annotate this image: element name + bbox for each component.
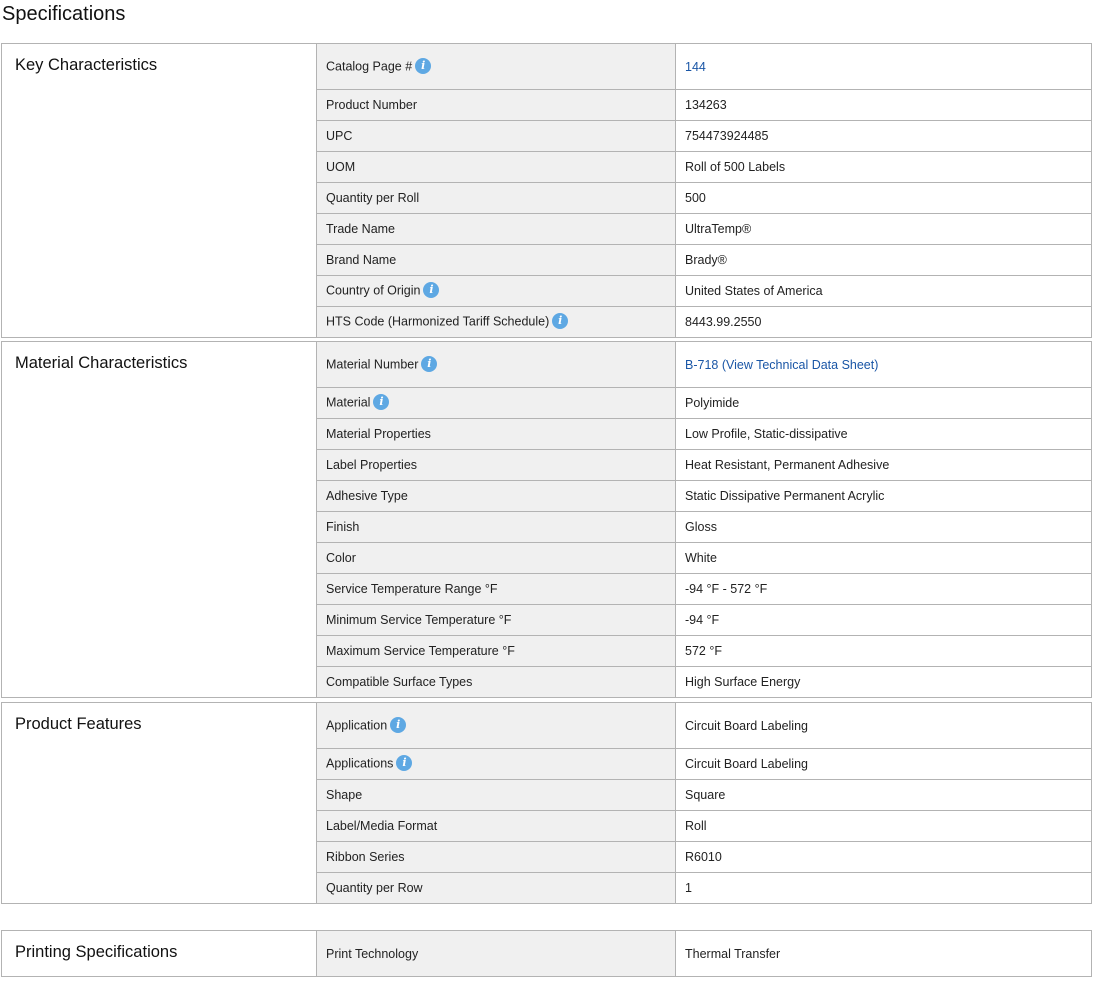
spec-label: Ribbon Series bbox=[326, 850, 405, 864]
info-icon[interactable]: i bbox=[423, 282, 439, 298]
spec-value: 1 bbox=[685, 881, 692, 895]
spec-label-cell bbox=[317, 307, 676, 338]
section-title: Product Features bbox=[2, 703, 317, 904]
section-title: Material Characteristics bbox=[2, 342, 317, 698]
spec-value-cell bbox=[676, 931, 1092, 977]
spec-value: Gloss bbox=[685, 520, 717, 534]
info-icon[interactable]: i bbox=[552, 313, 568, 329]
spec-value-cell bbox=[676, 276, 1092, 307]
spec-label: Brand Name bbox=[326, 253, 397, 267]
spec-value: Circuit Board Labeling bbox=[685, 757, 808, 771]
spec-label-cell bbox=[317, 90, 676, 121]
spec-table-printing-specifications bbox=[1, 930, 1092, 977]
spec-value: Low Profile, Static-dissipative bbox=[685, 427, 848, 441]
spec-label-cell bbox=[317, 419, 676, 450]
spec-value-cell bbox=[676, 842, 1092, 873]
spec-value-cell bbox=[676, 636, 1092, 667]
spec-label: Shape bbox=[326, 788, 363, 802]
spec-value: 8443.99.2550 bbox=[685, 315, 762, 329]
spec-value-link[interactable]: 144 bbox=[685, 59, 706, 74]
spec-label: Material Number bbox=[326, 356, 419, 371]
spec-value: Circuit Board Labeling bbox=[685, 718, 808, 733]
info-icon[interactable]: i bbox=[421, 356, 437, 372]
spec-value-cell bbox=[676, 388, 1092, 419]
section-title: Key Characteristics bbox=[2, 44, 317, 338]
info-icon[interactable]: i bbox=[390, 717, 406, 733]
spec-value-cell bbox=[676, 342, 1092, 388]
spec-label: Trade Name bbox=[326, 222, 396, 236]
spec-value: Static Dissipative Permanent Acrylic bbox=[685, 489, 885, 503]
spec-label: Country of Origin bbox=[326, 283, 421, 298]
spec-label: UOM bbox=[326, 160, 356, 174]
spec-value: 572 °F bbox=[685, 644, 722, 658]
spec-value: Square bbox=[685, 788, 726, 802]
spec-value: -94 °F - 572 °F bbox=[685, 582, 768, 596]
spec-label-cell bbox=[317, 512, 676, 543]
spec-value-cell bbox=[676, 749, 1092, 780]
spec-value: Roll bbox=[685, 819, 707, 833]
spec-label: Minimum Service Temperature °F bbox=[326, 613, 512, 627]
spec-label-cell bbox=[317, 703, 676, 749]
spec-label-cell bbox=[317, 636, 676, 667]
spec-table-product-features bbox=[1, 702, 1092, 904]
spec-value-cell bbox=[676, 152, 1092, 183]
spec-value-cell bbox=[676, 512, 1092, 543]
spec-value-link[interactable]: B-718 (View Technical Data Sheet) bbox=[685, 357, 879, 372]
spec-value-cell bbox=[676, 873, 1092, 904]
spec-label: Catalog Page # bbox=[326, 58, 413, 73]
spec-label-cell bbox=[317, 245, 676, 276]
spec-label: Finish bbox=[326, 520, 360, 534]
spec-label: HTS Code (Harmonized Tariff Schedule) bbox=[326, 314, 550, 329]
spec-row bbox=[2, 931, 1092, 977]
spec-value-cell bbox=[676, 605, 1092, 636]
spec-label: Quantity per Roll bbox=[326, 191, 420, 205]
spec-value-cell bbox=[676, 667, 1092, 698]
spec-label: Color bbox=[326, 551, 356, 565]
spec-label-cell bbox=[317, 543, 676, 574]
spec-value: 500 bbox=[685, 191, 706, 205]
spec-row bbox=[2, 44, 1092, 90]
spec-label-cell bbox=[317, 749, 676, 780]
spec-label: Adhesive Type bbox=[326, 489, 408, 503]
spec-value: 754473924485 bbox=[685, 129, 769, 143]
spec-label: Label Properties bbox=[326, 458, 418, 472]
spec-value-cell bbox=[676, 543, 1092, 574]
spec-value-cell bbox=[676, 90, 1092, 121]
spec-value: Brady® bbox=[685, 253, 727, 267]
spec-value-cell bbox=[676, 121, 1092, 152]
spec-label-cell bbox=[317, 152, 676, 183]
spec-label: Application bbox=[326, 717, 388, 732]
info-icon[interactable]: i bbox=[415, 58, 431, 74]
spec-value: Roll of 500 Labels bbox=[685, 160, 786, 174]
spec-value-cell bbox=[676, 245, 1092, 276]
spec-label-cell bbox=[317, 276, 676, 307]
spec-label-cell bbox=[317, 450, 676, 481]
spec-label: Service Temperature Range °F bbox=[326, 582, 498, 596]
spec-label-cell bbox=[317, 931, 676, 977]
spec-row bbox=[2, 342, 1092, 388]
spec-label-cell bbox=[317, 873, 676, 904]
spec-value-cell bbox=[676, 780, 1092, 811]
spec-label-cell bbox=[317, 574, 676, 605]
spec-value-cell bbox=[676, 419, 1092, 450]
spec-value-cell bbox=[676, 450, 1092, 481]
info-icon[interactable]: i bbox=[396, 755, 412, 771]
spec-value: R6010 bbox=[685, 850, 722, 864]
spec-value-cell bbox=[676, 214, 1092, 245]
spec-label: UPC bbox=[326, 129, 353, 143]
spec-value-cell bbox=[676, 703, 1092, 749]
spec-label: Compatible Surface Types bbox=[326, 675, 473, 689]
spec-value: Heat Resistant, Permanent Adhesive bbox=[685, 458, 890, 472]
spec-table-key-characteristics bbox=[1, 43, 1092, 338]
spec-label: Product Number bbox=[326, 98, 418, 112]
spec-label: Print Technology bbox=[326, 946, 419, 961]
spec-label-cell bbox=[317, 121, 676, 152]
page-title: Specifications bbox=[2, 3, 126, 25]
spec-row bbox=[2, 703, 1092, 749]
spec-label-cell bbox=[317, 842, 676, 873]
spec-label-cell bbox=[317, 44, 676, 90]
spec-value: Polyimide bbox=[685, 396, 740, 410]
spec-label: Applications bbox=[326, 756, 394, 771]
spec-label: Maximum Service Temperature °F bbox=[326, 644, 515, 658]
spec-table-material-characteristics bbox=[1, 341, 1092, 698]
spec-label: Material bbox=[326, 395, 371, 410]
spec-value-cell bbox=[676, 481, 1092, 512]
spec-value: Thermal Transfer bbox=[685, 946, 781, 961]
spec-label-cell bbox=[317, 667, 676, 698]
spec-label-cell bbox=[317, 605, 676, 636]
spec-label-cell bbox=[317, 780, 676, 811]
spec-label-cell bbox=[317, 214, 676, 245]
spec-value: 134263 bbox=[685, 98, 727, 112]
spec-value-cell bbox=[676, 811, 1092, 842]
spec-value-cell bbox=[676, 44, 1092, 90]
spec-label-cell bbox=[317, 388, 676, 419]
section-title: Printing Specifications bbox=[2, 931, 317, 977]
spec-label-cell bbox=[317, 342, 676, 388]
spec-value: -94 °F bbox=[685, 613, 720, 627]
spec-value-cell bbox=[676, 574, 1092, 605]
spec-label: Quantity per Row bbox=[326, 881, 423, 895]
spec-value-cell bbox=[676, 183, 1092, 214]
spec-label: Material Properties bbox=[326, 427, 431, 441]
info-icon[interactable]: i bbox=[373, 394, 389, 410]
spec-value: High Surface Energy bbox=[685, 675, 801, 689]
spec-label: Label/Media Format bbox=[326, 819, 438, 833]
spec-value: United States of America bbox=[685, 284, 823, 298]
spec-value-cell bbox=[676, 307, 1092, 338]
spec-label-cell bbox=[317, 183, 676, 214]
spec-label-cell bbox=[317, 811, 676, 842]
spec-label-cell bbox=[317, 481, 676, 512]
spec-value: White bbox=[685, 551, 717, 565]
spec-value: UltraTemp® bbox=[685, 222, 752, 236]
